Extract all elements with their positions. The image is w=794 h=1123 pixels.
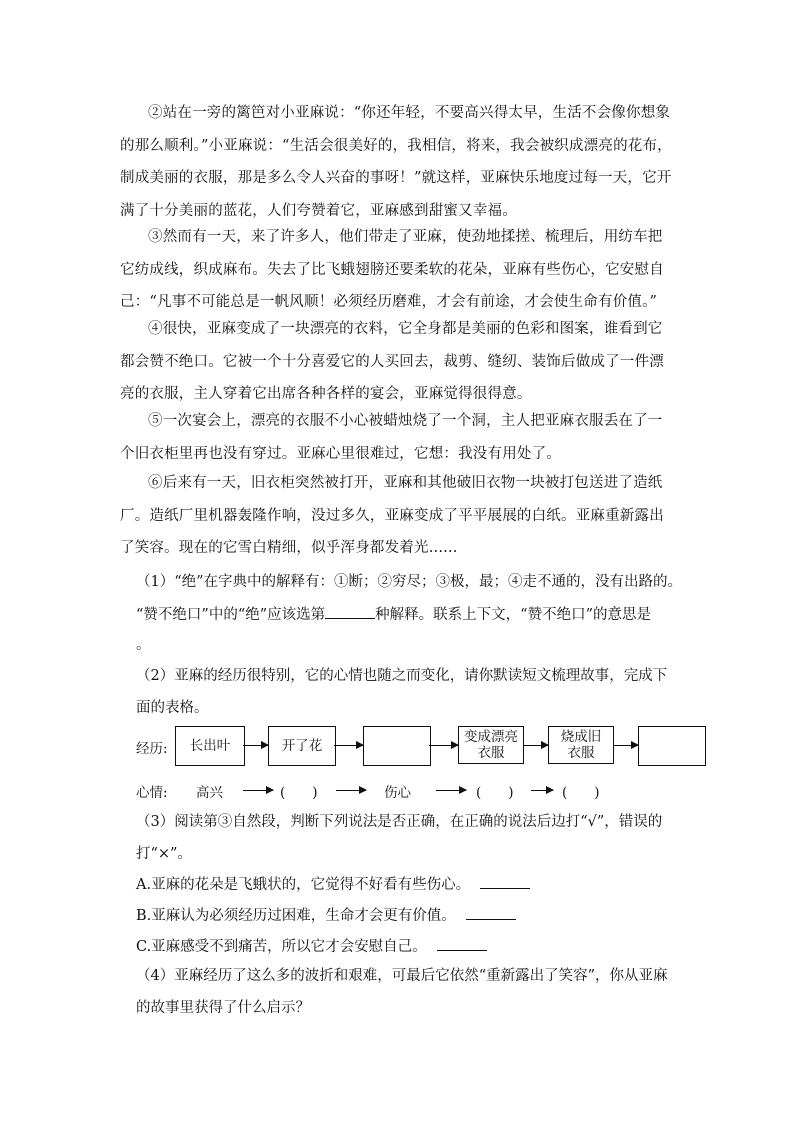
mood-2-blank[interactable]: ( ) xyxy=(280,785,318,801)
q3-item-b: B.亚麻认为必须经历过困难，生命才会更有价值。 xyxy=(136,904,516,925)
mood-arrow-3 xyxy=(436,790,466,791)
mood-arrow-1 xyxy=(243,790,273,791)
experience-box-1: 长出叶 xyxy=(175,726,245,766)
mood-label: 心情: xyxy=(136,785,168,801)
experience-label: 经历: xyxy=(136,741,168,757)
q3-item-c: C.亚麻感受不到痛苦，所以它才会安慰自己。 xyxy=(136,935,487,956)
experience-arrow-2 xyxy=(334,745,363,746)
experience-arrow-4 xyxy=(524,745,548,746)
q4-text: （4）亚麻经历了这么多的波折和艰难，可最后它依然“重新露出了笑容”，你从亚麻的故事里获得了什么启示？ xyxy=(136,968,668,1016)
mood-3: 伤心 xyxy=(384,785,411,801)
q3-answer-blank-b[interactable] xyxy=(466,905,516,920)
q3-item-a: A.亚麻的花朵是飞蛾状的，它觉得不好看有些伤心。 xyxy=(136,873,530,894)
experience-arrow-1 xyxy=(243,745,268,746)
mood-4-blank[interactable]: ( ) xyxy=(476,785,514,801)
q3-text: （3）阅读第③自然段，判断下列说法是否正确，在正确的说法后边打“√”，错误的打“×”。 xyxy=(136,814,663,862)
q3-answer-blank-c[interactable] xyxy=(437,936,487,951)
experience-box-5: 烧成旧衣服 xyxy=(548,726,614,764)
q1-line2 xyxy=(136,603,651,624)
paragraph-5: ⑤一次宴会上，漂亮的衣服不小心被蜡烛烧了一个洞，主人把亚麻衣服丢在了一个旧衣柜里再也没有穿过。亚麻心里很难过，它想：我没有用处了。 xyxy=(120,413,663,462)
experience-box-2: 开了花 xyxy=(268,726,336,766)
experience-box-4: 变成漂亮衣服 xyxy=(458,726,524,764)
q1-line1: （1）“绝”在字典中的解释有：①断；②穷尽；③极，最；④走不通的，没有出路的。 xyxy=(136,574,683,590)
q2-text: （2）亚麻的经历很特别，它的心情也随之而变化，请你默读短文梳理故事，完成下面的表格。 xyxy=(136,668,668,716)
q1-line2-post: 种解释。联系上下文，“赞不绝口”的意思是 xyxy=(375,607,651,623)
experience-arrow-3 xyxy=(429,745,458,746)
mood-arrow-4 xyxy=(531,790,553,791)
paragraph-3: ③然而有一天，来了许多人，他们带走了亚麻，使劲地揉搓、梳理后，用纺车把它纺成线，织成麻布。失去了比飞蛾翅膀还要柔软的花朵，亚麻有些伤心，它安慰自己：“凡事不可能总是一帆风顺！必须经历磨难，才会有前途，才会使生命有价值。” xyxy=(120,229,664,310)
mood-5-blank[interactable]: ( ) xyxy=(562,785,600,801)
q3-answer-blank-a[interactable] xyxy=(480,874,530,889)
q1-line2-pre: “赞不绝口”中的“绝”应该选第 xyxy=(136,607,326,623)
mood-1: 高兴 xyxy=(196,785,223,801)
paragraph-4: ④很快，亚麻变成了一块漂亮的衣料，它全身都是美丽的色彩和图案，谁看到它都会赞不绝口。它被一个十分喜爱它的人买回去，裁剪、缝纫、装饰后做成了一件漂亮的衣服，主人穿着它出席各种各样的宴会，亚麻觉得很得意。 xyxy=(120,321,664,402)
experience-arrow-5 xyxy=(614,745,638,746)
experience-box-6-blank[interactable] xyxy=(638,726,706,766)
mood-arrow-2 xyxy=(336,790,366,791)
paragraph-6: ⑥后来有一天，旧衣柜突然被打开，亚麻和其他破旧衣物一块被打包送进了造纸厂。造纸厂里机器轰隆作响，没过多久，亚麻变成了平平展展的白纸。亚麻重新露出了笑容。现在的它雪白精细，似乎浑身都发着光...... xyxy=(120,475,664,556)
q1-line3: 。 xyxy=(136,637,151,653)
experience-box-3-blank[interactable] xyxy=(363,726,431,766)
q1-blank-meaning-number[interactable] xyxy=(325,604,375,619)
paragraph-2: ②站在一旁的篱笆对小亚麻说：“你还年轻，不要高兴得太早，生活不会像你想象的那么顺利。”小亚麻说：“生活会很美好的，我相信，将来，我会被织成漂亮的花布，制成美丽的衣服，那是多么令人兴奋的事呀！”就这样，亚麻快乐地度过每一天，它开满了十分美丽的蓝花，人们夸赞着它，亚麻感到甜蜜又幸福。 xyxy=(120,105,672,219)
